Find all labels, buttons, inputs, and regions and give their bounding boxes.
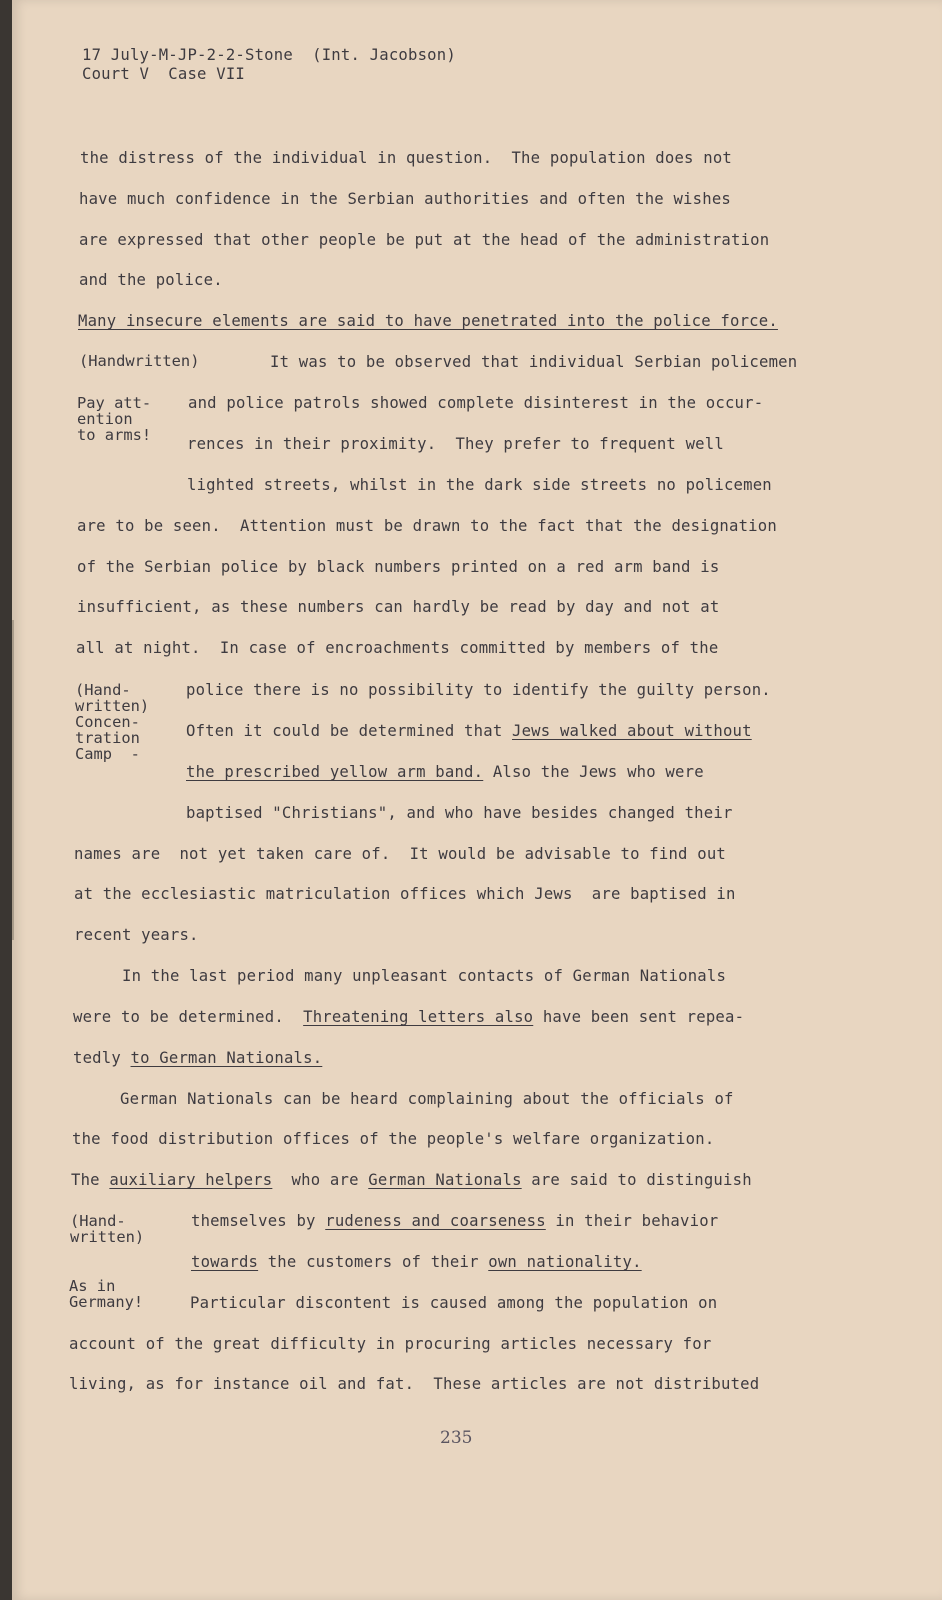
body-text: The xyxy=(71,1171,110,1189)
body-text: Also the Jews who were xyxy=(483,763,704,781)
header-line-2: Court V Case VII xyxy=(82,65,245,83)
body-line: the distress of the individual in question. The population does not xyxy=(80,149,732,167)
margin-note: As in Germany! xyxy=(69,1277,144,1311)
body-line xyxy=(78,313,778,330)
margin-note: (Handwritten) xyxy=(79,352,200,370)
page-number: 235 xyxy=(440,1428,473,1448)
body-line: are to be seen. Attention must be drawn to the fact that the designation xyxy=(77,517,777,535)
body-line xyxy=(73,1050,322,1067)
body-line xyxy=(191,1213,718,1230)
underlined-text: towards xyxy=(191,1253,259,1271)
margin-mark xyxy=(12,620,14,940)
underlined-text: the prescribed yellow arm band. xyxy=(186,763,484,781)
body-line: German Nationals can be heard complaining about the officials of xyxy=(120,1090,734,1108)
body-text: in their behavior xyxy=(545,1212,719,1230)
body-line: are expressed that other people be put at the head of the administration xyxy=(79,231,770,249)
header-line-1: 17 July-M-JP-2-2-Stone (Int. Jacobson) xyxy=(82,46,456,64)
body-line: of the Serbian police by black numbers printed on a red arm band is xyxy=(77,558,720,576)
underlined-text: own nationality. xyxy=(488,1253,642,1271)
underlined-text: Jews walked about without xyxy=(512,722,752,740)
body-line xyxy=(191,1254,642,1271)
margin-note: (Hand- written) xyxy=(70,1212,145,1246)
body-text: were to be determined. xyxy=(73,1008,304,1026)
body-text: Often it could be determined that xyxy=(186,722,512,740)
body-line: baptised "Christians", and who have besides changed their xyxy=(186,804,733,822)
body-text: the customers of their xyxy=(258,1253,489,1271)
body-line: at the ecclesiastic matriculation offices which Jews are baptised in xyxy=(74,885,736,903)
body-line: the food distribution offices of the people's welfare organization. xyxy=(72,1130,715,1148)
body-text: are said to distinguish xyxy=(521,1171,752,1189)
body-line: living, as for instance oil and fat. These articles are not distributed xyxy=(69,1375,760,1393)
body-line: all at night. In case of encroachments committed by members of the xyxy=(76,639,719,657)
body-line: have much confidence in the Serbian authorities and often the wishes xyxy=(79,190,731,208)
underlined-text: Many insecure elements are said to have penetrated into the police force. xyxy=(78,312,778,330)
body-line: police there is no possibility to identify the guilty person. xyxy=(186,681,771,699)
underlined-text: Threatening letters also xyxy=(303,1008,534,1026)
body-line xyxy=(186,723,752,740)
underlined-text: rudeness and coarseness xyxy=(325,1212,546,1230)
body-line: lighted streets, whilst in the dark side streets no policemen xyxy=(187,476,772,494)
body-text: tedly xyxy=(73,1049,131,1067)
body-text: who are xyxy=(272,1171,369,1189)
body-line: In the last period many unpleasant contacts of German Nationals xyxy=(122,967,727,985)
body-line xyxy=(71,1172,752,1189)
body-text: have been sent repea- xyxy=(533,1008,745,1026)
body-line: names are not yet taken care of. It would be advisable to find out xyxy=(74,845,726,863)
body-line: It was to be observed that individual Serbian policemen xyxy=(270,353,798,371)
margin-note: Pay att- ention to arms! xyxy=(77,394,152,444)
body-line xyxy=(186,764,704,781)
underlined-text: to German Nationals. xyxy=(130,1049,323,1067)
body-line xyxy=(73,1009,744,1026)
body-line: and the police. xyxy=(79,271,223,289)
margin-note: (Hand- written) Concen- tration Camp - xyxy=(75,681,150,763)
body-line: rences in their proximity. They prefer to frequent well xyxy=(187,435,724,453)
body-line: Particular discontent is caused among the population on xyxy=(190,1294,718,1312)
body-line: insufficient, as these numbers can hardly be read by day and not at xyxy=(77,598,720,616)
body-line: recent years. xyxy=(74,926,199,944)
document-page xyxy=(12,0,942,1600)
underlined-text: auxiliary helpers xyxy=(109,1171,273,1189)
underlined-text: German Nationals xyxy=(368,1171,522,1189)
body-line: account of the great difficulty in procuring articles necessary for xyxy=(69,1335,712,1353)
body-line: and police patrols showed complete disinterest in the occur- xyxy=(188,394,764,412)
body-text: themselves by xyxy=(191,1212,326,1230)
